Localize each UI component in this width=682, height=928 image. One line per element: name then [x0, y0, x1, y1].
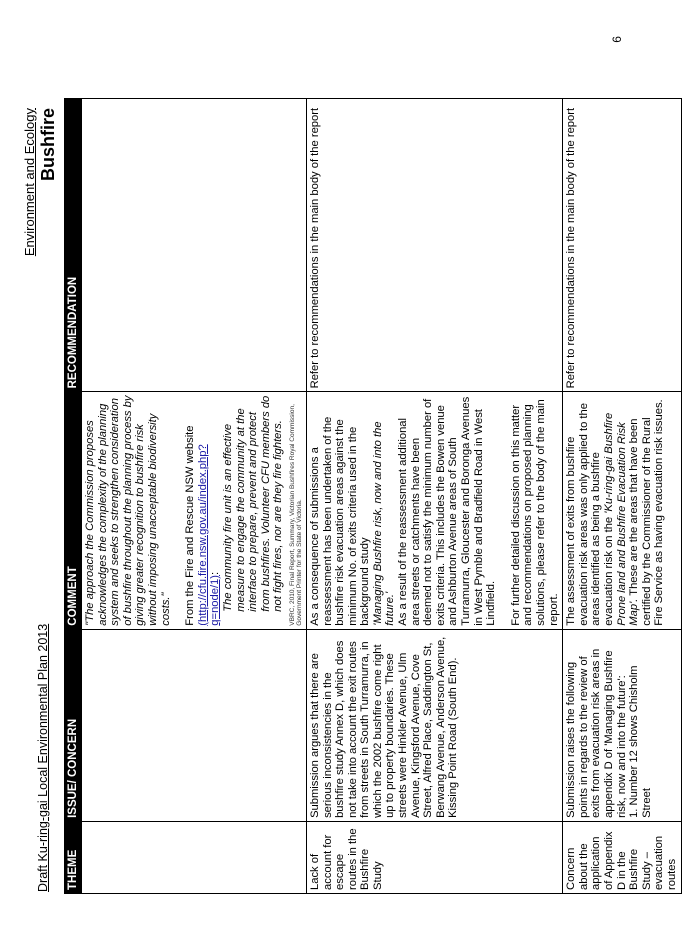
- recommendation-cell: Refer to recommendations in the main body of the report: [306, 99, 562, 392]
- header-comment: COMMENT: [65, 392, 82, 629]
- recommendation-cell: [82, 99, 307, 392]
- table-header-row: [65, 99, 82, 894]
- issue-cell: Submission argues that there are serious inconsistencies in the bushfire study Annex D, which does not take into account the exit routes from streets in South Turramurra, in which the 2002 bushfire come right up to property boundaries. These streets were Hinkler Avenue, Ulm Avenue, Kingsford Avenue, Cove Street, Alfred Place, Saddington St, Berwang Avenue, Anderson Avenue, Kissing Point Road (South End).: [306, 629, 562, 821]
- issue-cell: [563, 629, 681, 821]
- header-issue: ISSUE/ CONCERN: [65, 629, 82, 821]
- theme-cell: Lack of account for escape routes in the Bushfire Study: [306, 821, 562, 893]
- table-row: [306, 99, 562, 894]
- table-row: [82, 99, 307, 894]
- cfu-quote: The community fire unit is an effective measure to engage the community at the interface to prepare, prevent and protect from bushfires. Volunteer CFU members do not fight fires, nor are they fire fighters.: [221, 395, 285, 612]
- citation: VBRC, 2010, Final Report, Summary, Victorian Bushfires Royal Commission, Government Printer for the State of Victoria.: [288, 404, 304, 626]
- comment-text: The assessment of exits from bushfire evacuation risk areas was only applied to the areas identified as being a bushfire evacuation risk on the: [565, 403, 615, 626]
- issue-list-item: 1. Number 12 shows Chisholm Street: [628, 665, 653, 818]
- section-heading: [22, 108, 59, 256]
- header-theme: THEME: [65, 821, 82, 893]
- section-name: Environment and Ecology: [22, 108, 37, 257]
- link-suffix: :: [209, 571, 222, 575]
- recommendation-cell: Refer to recommendations in the main body of the report: [563, 99, 681, 392]
- cfu-website-link[interactable]: (http://cfu.fire.nsw.gov.au/index.php?q=node/1): [196, 444, 222, 626]
- table-row: [563, 99, 681, 894]
- source-intro: From the Fire and Rescue NSW website: [184, 425, 197, 626]
- page-number: 6: [610, 36, 624, 43]
- comment-text: These are the areas that have been certified by the Commissioner of the Rural Fire Service as having evacuation risk issues.: [628, 399, 666, 626]
- theme-cell: Concern about the application of Appendix D in the Bushfire Study – evacuation routes: [563, 821, 681, 893]
- comment-paragraph: For further detailed discussion on this matter and recommendations on proposed planning solutions, please refer to the body of the main report.: [509, 399, 560, 626]
- issue-intro: Submission raises the following points in regards to the review of exits from evacuation risk areas in appendix D of 'Managing Bushfire risk, now and into the future':: [565, 648, 628, 818]
- issue-cell: [82, 629, 307, 821]
- study-title: 'Managing Bushfire risk, now and into the future.': [371, 421, 397, 626]
- header-recommendation: RECOMMENDATION: [65, 99, 82, 392]
- commission-quote: "The approach the Commission proposes acknowledges the complexity of the planning system and seeks to strengthen consideration of bushfire throughout the planning process by giving greater recognition to bushfire risk without imposing unacceptable biodiversity costs.": [84, 395, 172, 626]
- comment-paragraph: As a result of the reassessment additional area streets or catchments have been deemed not to satisfy the minimum number of exits criteria. This includes the Bowen venue and Ashburton Avenue areas of South Turramurra, Gloucester and Boronga Avenues in West Pymble and Bradfield Road in West Lindfield.: [397, 396, 498, 626]
- document-title: Draft Ku-ring-gai Local Environmental Plan 2013: [36, 623, 50, 892]
- comment-cell: [306, 392, 562, 629]
- comment-cell: [563, 392, 681, 629]
- map-title: 'Ku-ring-gai Bushfire Prone land and Bushfire Evacuation Risk Map'.: [602, 412, 641, 626]
- theme-cell: [82, 821, 307, 893]
- topic-title: Bushfire: [38, 108, 58, 182]
- comment-paragraph: As a consequence of submissions a reassessment has been undertaken of the bushfire risk evacuation areas against the minimum No. of exits criteria used in the background study: [308, 416, 372, 626]
- submissions-table: [64, 98, 682, 894]
- comment-cell: [82, 392, 307, 629]
